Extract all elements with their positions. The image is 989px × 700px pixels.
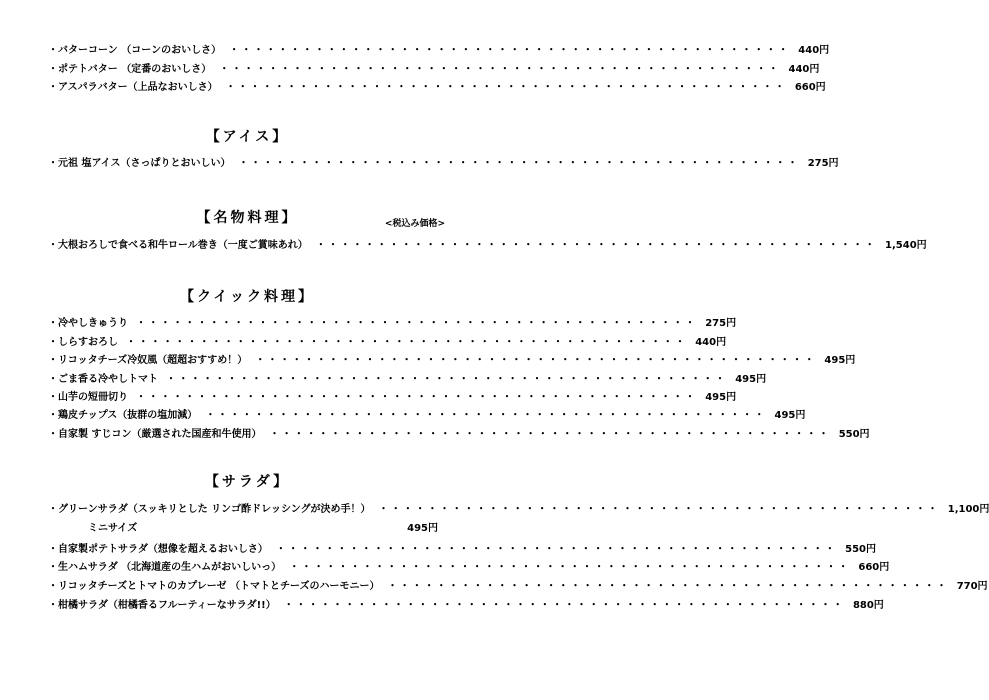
leader-dots: ・・・・・・・・・・・・・・・・・・・・・・・・・・・・・・・・・・・・・・・・・・・・・・ <box>205 409 767 421</box>
leader-dots: ・・・・・・・・・・・・・・・・・・・・・・・・・・・・・・・・・・・・・・・・・・・・・・ <box>269 428 831 440</box>
menu-item-salad <box>48 595 884 611</box>
menu-item-quick <box>48 350 856 366</box>
leader-dots: ・・・・・・・・・・・・・・・・・・・・・・・・・・・・・・・・・・・・・・・・・・・・・・ <box>136 317 698 329</box>
item-price: 550円 <box>838 428 870 440</box>
item-name: ・リコッタチーズとトマトのカプレーゼ （トマトとチーズのハーモニー） <box>48 580 380 592</box>
menu-item-salad <box>48 539 876 555</box>
item-name: ・生ハムサラダ （北海道産の生ハムがおいしいっ） <box>48 561 282 573</box>
item-price: 770円 <box>956 580 988 592</box>
item-price: 495円 <box>774 409 806 421</box>
item-price: 550円 <box>845 543 876 555</box>
item-name: ・グリーンサラダ（スッキリとした リンゴ酢ドレッシングが決め手！） <box>48 503 371 515</box>
tax-included-note: <税込み価格> <box>384 219 445 229</box>
section-heading-specialty: 【名物料理】 <box>196 210 299 226</box>
item-price: 440円 <box>695 336 727 348</box>
item-name: ・自家製ポテトサラダ（想像を超えるおいしさ） <box>48 543 268 555</box>
item-price: 495円 <box>824 354 856 366</box>
item-name: ・バターコーン （コーンのおいしさ） <box>48 44 222 56</box>
item-name: ・鶏皮チップス（抜群の塩加減） <box>48 409 198 421</box>
leader-dots: ・・・・・・・・・・・・・・・・・・・・・・・・・・・・・・・・・・・・・・・・・・・・・・ <box>219 63 781 75</box>
leader-dots: ・・・・・・・・・・・・・・・・・・・・・・・・・・・・・・・・・・・・・・・・・・・・・・ <box>238 157 800 169</box>
section-heading-quick: 【クイック料理】 <box>179 289 316 305</box>
item-name: ・自家製 すじコン（厳選された国産和牛使用） <box>48 428 262 440</box>
item-price: 880円 <box>852 599 884 611</box>
item-price: 1,540円 <box>885 239 927 251</box>
item-price: 275円 <box>807 157 839 169</box>
item-price: 495円 <box>407 523 438 534</box>
menu-item-quick <box>48 369 767 385</box>
menu-item-salad <box>48 557 890 573</box>
item-name: ・アスパラバター（上品なおいしさ） <box>48 81 218 93</box>
item-price: 440円 <box>788 63 820 75</box>
menu-item-quick <box>48 313 737 329</box>
leader-dots: ・・・・・・・・・・・・・・・・・・・・・・・・・・・・・・・・・・・・・・・・・・・・・・ <box>315 239 878 251</box>
leader-dots: ・・・・・・・・・・・・・・・・・・・・・・・・・・・・・・・・・・・・・・・・・・・・・・ <box>378 503 940 515</box>
menu-item-potato-butter <box>48 59 820 75</box>
item-name: ・ポテトバター （定番のおいしさ） <box>48 63 212 75</box>
item-name: ・リコッタチーズ冷奴風（超超おすすめ！） <box>48 354 248 366</box>
item-name: ・柑橘サラダ（柑橘香るフルーティーなサラダ!!） <box>48 599 276 611</box>
item-name: ・元祖 塩アイス（さっぱりとおいしい） <box>48 157 231 169</box>
menu-item-quick <box>48 332 727 348</box>
item-price: 440円 <box>798 44 830 56</box>
menu-item-butter-corn <box>48 40 830 56</box>
menu-item-quick <box>48 387 737 403</box>
item-price: 660円 <box>794 81 826 93</box>
menu-item-wagyu-roll <box>48 235 927 251</box>
leader-dots: ・・・・・・・・・・・・・・・・・・・・・・・・・・・・・・・・・・・・・・・・・・・・・・ <box>289 561 851 573</box>
item-price: 495円 <box>705 391 737 403</box>
item-price: 660円 <box>858 561 890 573</box>
menu-item-salt-ice <box>48 153 839 169</box>
item-name: ・ごま香る冷やしトマト <box>48 373 158 385</box>
leader-dots: ・・・・・・・・・・・・・・・・・・・・・・・・・・・・・・・・・・・・・・・・・・・・・・ <box>283 599 845 611</box>
menu-item-asparagus-butter <box>48 77 826 93</box>
item-name: ・大根おろしで食べる和牛ロール巻き（一度ご賞味あれ） <box>48 239 308 251</box>
section-heading-salad: 【サラダ】 <box>204 474 291 490</box>
item-price: 1,100円 <box>947 503 989 515</box>
item-name: ・山芋の短冊切り <box>48 391 128 403</box>
menu-item-salad <box>48 576 988 592</box>
leader-dots: ・・・・・・・・・・・・・・・・・・・・・・・・・・・・・・・・・・・・・・・・・・・・・・ <box>225 81 787 93</box>
leader-dots: ・・・・・・・・・・・・・・・・・・・・・・・・・・・・・・・・・・・・・・・・・・・・・・ <box>255 354 817 366</box>
leader-dots: ・・・・・・・・・・・・・・・・・・・・・・・・・・・・・・・・・・・・・・・・・・・・・・ <box>126 336 688 348</box>
item-name: ・冷やしきゅうり <box>48 317 128 329</box>
leader-dots: ・・・・・・・・・・・・・・・・・・・・・・・・・・・・・・・・・・・・・・・・・・・・・・ <box>387 580 949 592</box>
menu-item-mini-size <box>0 518 438 534</box>
leader-dots: ・・・・・・・・・・・・・・・・・・・・・・・・・・・・・・・・・・・・・・・・・・・・・・ <box>166 373 728 385</box>
item-name: ミニサイズ <box>88 523 138 534</box>
menu-item-green-salad <box>48 499 989 515</box>
item-name: ・しらすおろし <box>48 336 118 348</box>
leader-dots: ・・・・・・・・・・・・・・・・・・・・・・・・・・・・・・・・・・・・・・・・・・・・・・ <box>136 391 698 403</box>
section-heading-ice: 【アイス】 <box>205 129 290 145</box>
item-price: 275円 <box>705 317 737 329</box>
leader-dots: ・・・・・・・・・・・・・・・・・・・・・・・・・・・・・・・・・・・・・・・・・・・・・・ <box>229 44 791 56</box>
menu-item-quick <box>48 405 806 421</box>
menu-item-quick <box>48 424 870 440</box>
leader-dots: ・・・・・・・・・・・・・・・・・・・・・・・・・・・・・・・・・・・・・・・・・・・・・・ <box>275 543 838 555</box>
item-price: 495円 <box>735 373 767 385</box>
